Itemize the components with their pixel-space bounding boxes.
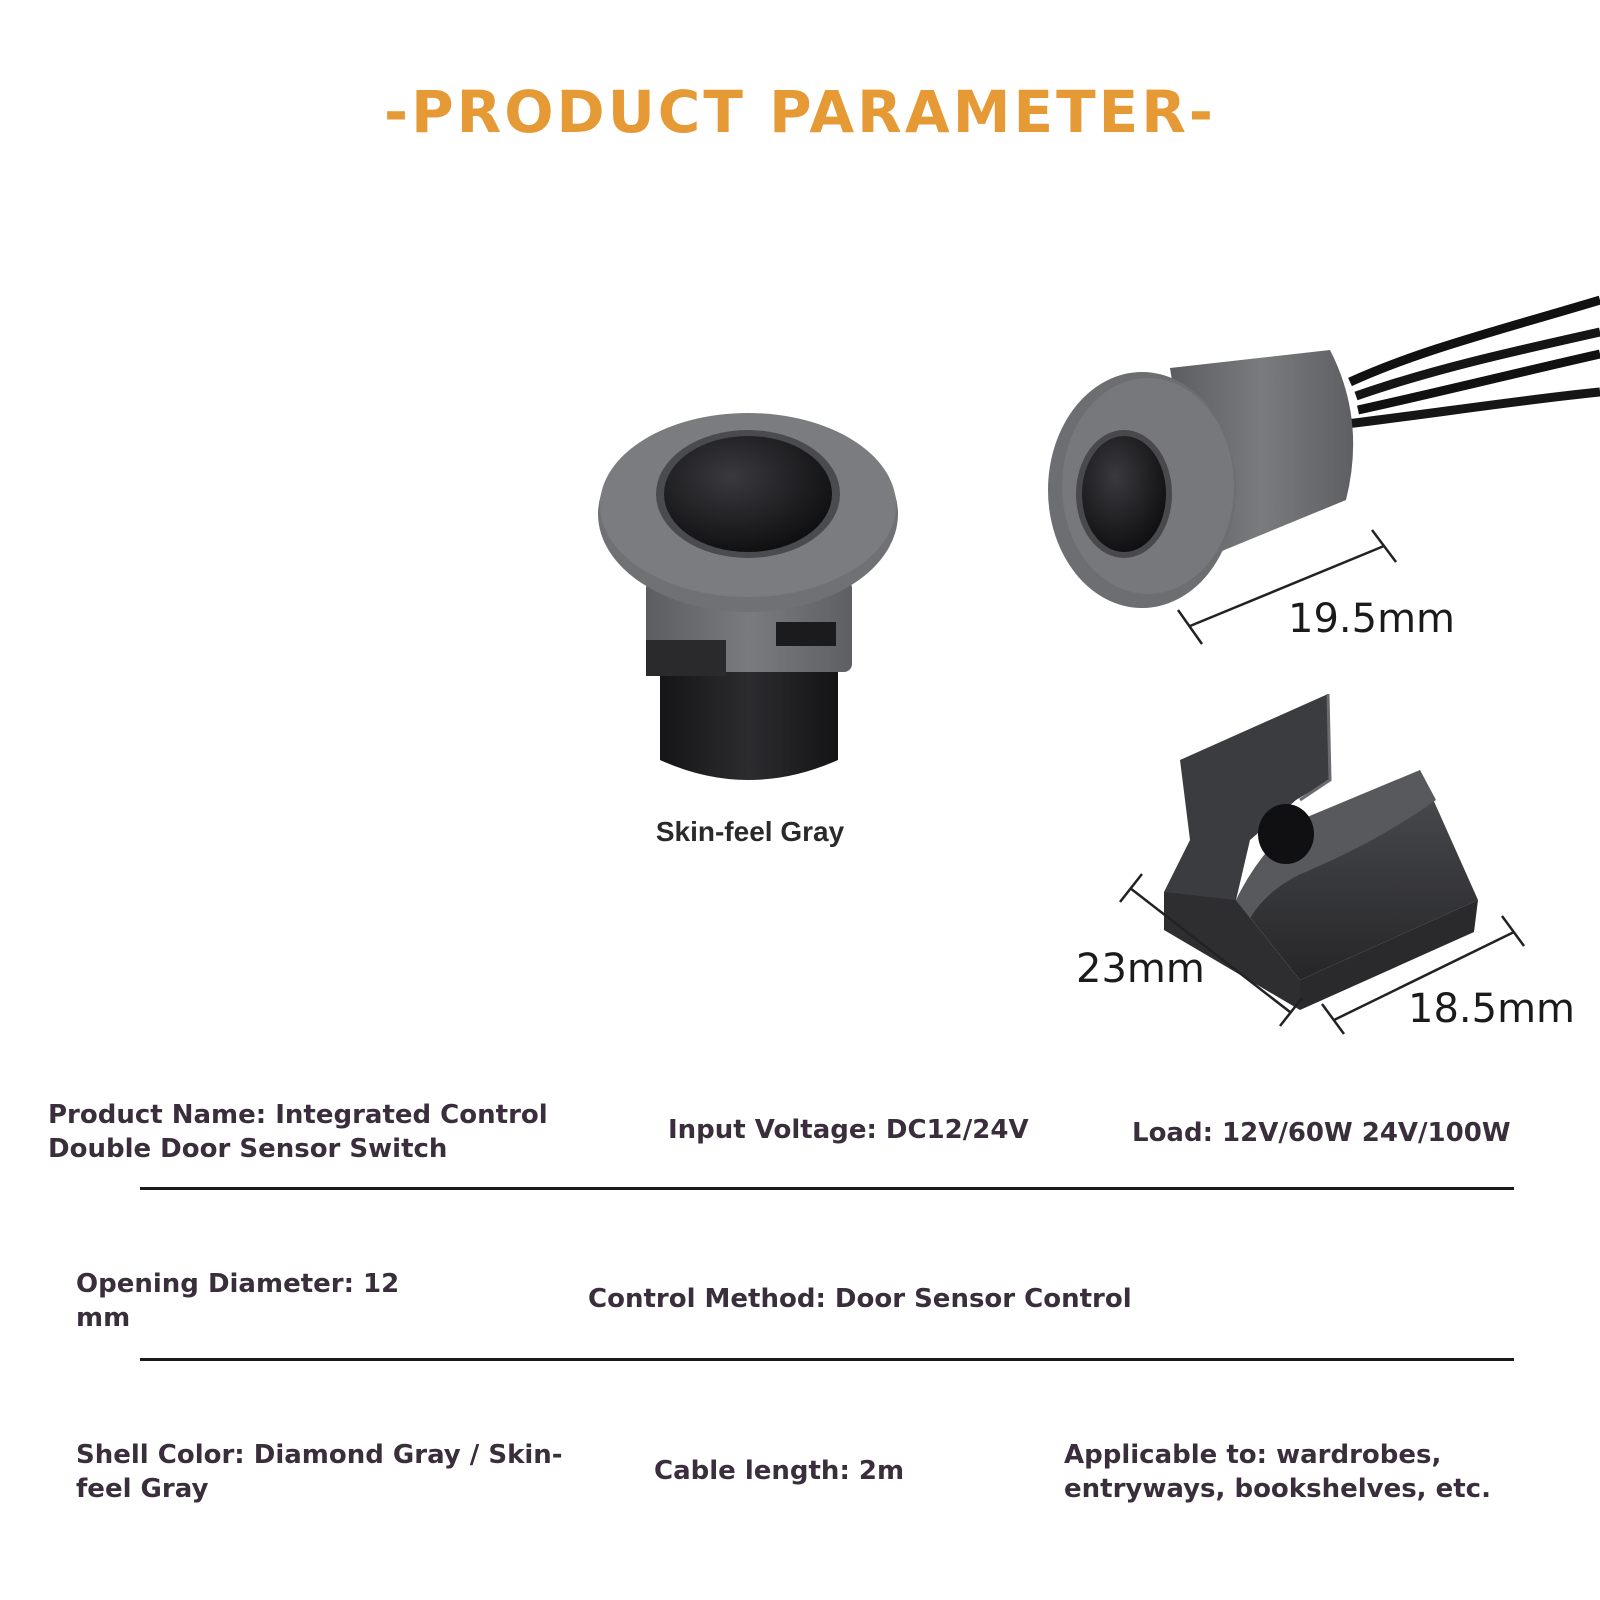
param-applicable-to: Applicable to: wardrobes, entryways, bookshelves, etc. — [1064, 1440, 1491, 1504]
param-cable-length: Cable length: 2m — [654, 1456, 905, 1486]
param-shell-color: Shell Color: Diamond Gray / Skin-feel Gray — [76, 1440, 563, 1504]
dimension-width-label: 18.5mm — [1408, 986, 1575, 1032]
sensor-front-view — [598, 413, 898, 780]
sensor-side-view — [1048, 300, 1600, 608]
mounting-holder — [1164, 694, 1478, 1010]
dimension-length-label: 23mm — [1076, 946, 1205, 992]
param-load: Load: 12V/60W 24V/100W — [1132, 1118, 1511, 1148]
divider-2 — [140, 1358, 1514, 1361]
color-caption: Skin-feel Gray — [655, 816, 845, 847]
param-opening-diameter: Opening Diameter: 12 mm — [76, 1269, 400, 1333]
param-control-method: Control Method: Door Sensor Control — [588, 1284, 1132, 1314]
param-product-name: Product Name: Integrated Control Double Door Sensor Switch — [48, 1100, 548, 1164]
dimension-diameter-label: 19.5mm — [1288, 596, 1455, 642]
page-title: -PRODUCT PARAMETER- — [384, 78, 1216, 146]
param-input-voltage: Input Voltage: DC12/24V — [668, 1115, 1029, 1145]
divider-1 — [140, 1187, 1514, 1190]
